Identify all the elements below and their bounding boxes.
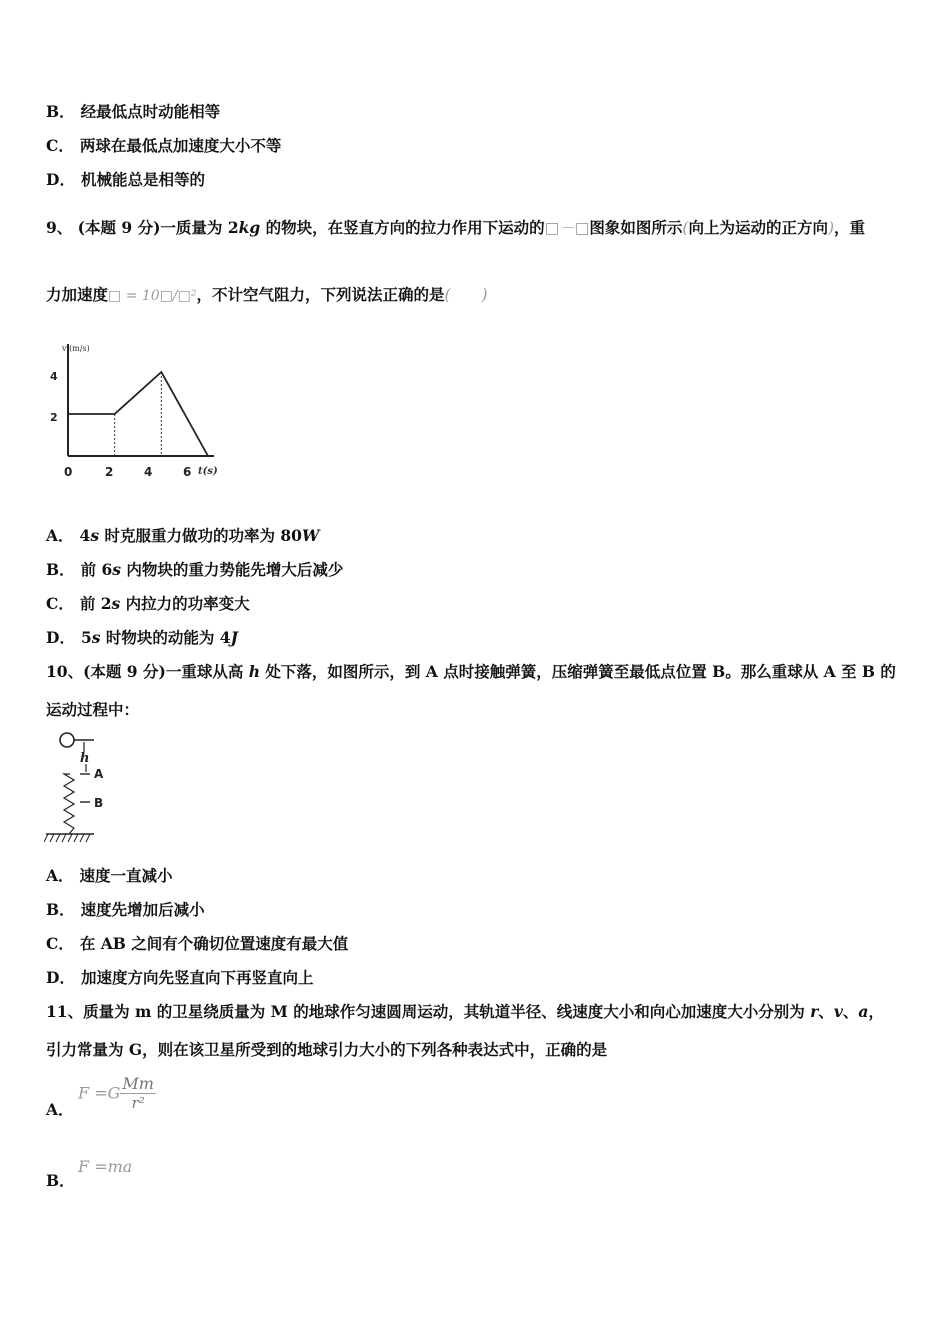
q11-stem-line2: 引力常量为 G，则在该卫星所受到的地球引力大小的下列各种表达式中，正确的是 [46, 1040, 608, 1059]
spring [64, 774, 74, 834]
q10-option-d: D． 加速度方向先竖直向下再竖直向上 [46, 968, 314, 987]
q9-xtick-4: 4 [144, 465, 153, 479]
q11-stem-line1: 11、质量为 m 的卫星绕质量为 M 的地球作匀速圆周运动，其轨道半径、线速度大小和向心加速度大小分别为 r、v、a， [46, 1002, 884, 1021]
q10-spring-figure [44, 730, 154, 848]
q9-plot-area [67, 344, 214, 457]
q9-vt-graph [46, 338, 236, 483]
q11-option-a-formula: F =G $\frac{Mm}{\text{r²}}$ [78, 1074, 154, 1112]
q9-xtick-6: 6 [183, 465, 192, 479]
q9-option-a: A． 4s 时克服重力做功的功率为 80W [46, 526, 320, 545]
q8-option-b: B． 经最低点时动能相等 [46, 102, 221, 121]
falling-ball [60, 733, 74, 747]
height-label-h: h [80, 751, 90, 766]
q9-point-2 [161, 371, 163, 373]
q8-option-c: C． 两球在最低点加速度大小不等 [46, 136, 282, 155]
q9-xtick-0: 0 [64, 465, 73, 479]
q9-point-1 [114, 413, 116, 415]
q10-option-c: C． 在 AB 之间有个确切位置速度有最大值 [46, 934, 349, 953]
q11-option-a-label: A． [46, 1100, 74, 1119]
q9-option-d: D． 5s 时物块的动能为 4J [46, 628, 238, 647]
q11-option-b-formula: F =ma [78, 1157, 133, 1176]
q9-ytick-4: 4 [50, 370, 58, 383]
q9-point-3 [207, 455, 209, 457]
ground-hatching [44, 834, 90, 842]
point-a-label: A [94, 767, 104, 781]
q10-stem-line1: 10、(本题 9 分)一重球从高 h 处下落，如图所示，到 A 点时接触弹簧，压缩弹簧至最低点位置 B。那么重球从 A 至 B 的 [46, 662, 896, 681]
fraction: $\frac{Mm}{\text{r²}}$ [122, 1074, 154, 1112]
q9-option-c: C． 前 2s 内拉力的功率变大 [46, 594, 250, 613]
q9-x-axis-label: t(s) [198, 466, 218, 477]
q9-stem-line2: 力加速度□ = 10□/□²，不计空气阻力，下列说法正确的是( ) [46, 285, 488, 304]
q10-option-a: A． 速度一直减小 [46, 866, 173, 885]
point-b-label: B [94, 796, 104, 810]
q9-xtick-2: 2 [105, 465, 114, 479]
q9-stem-line1: 9、 (本题 9 分)一质量为 2kg 的物块，在竖直方向的拉力作用下运动的□－□图象如图所示(向上为运动的正方向)，重 [46, 218, 866, 237]
q9-y-axis-label: v (m/s) [62, 344, 90, 353]
q10-option-b: B． 速度先增加后减小 [46, 900, 205, 919]
q10-stem-line2: 运动过程中： [46, 700, 140, 719]
q8-option-d: D． 机械能总是相等的 [46, 170, 205, 189]
q9-point-0 [67, 413, 69, 415]
q11-option-b-label: B． [46, 1171, 75, 1190]
q9-ytick-2: 2 [50, 411, 58, 424]
q9-series-line [68, 372, 208, 456]
q9-option-b: B． 前 6s 内物块的重力势能先增大后减少 [46, 560, 344, 579]
